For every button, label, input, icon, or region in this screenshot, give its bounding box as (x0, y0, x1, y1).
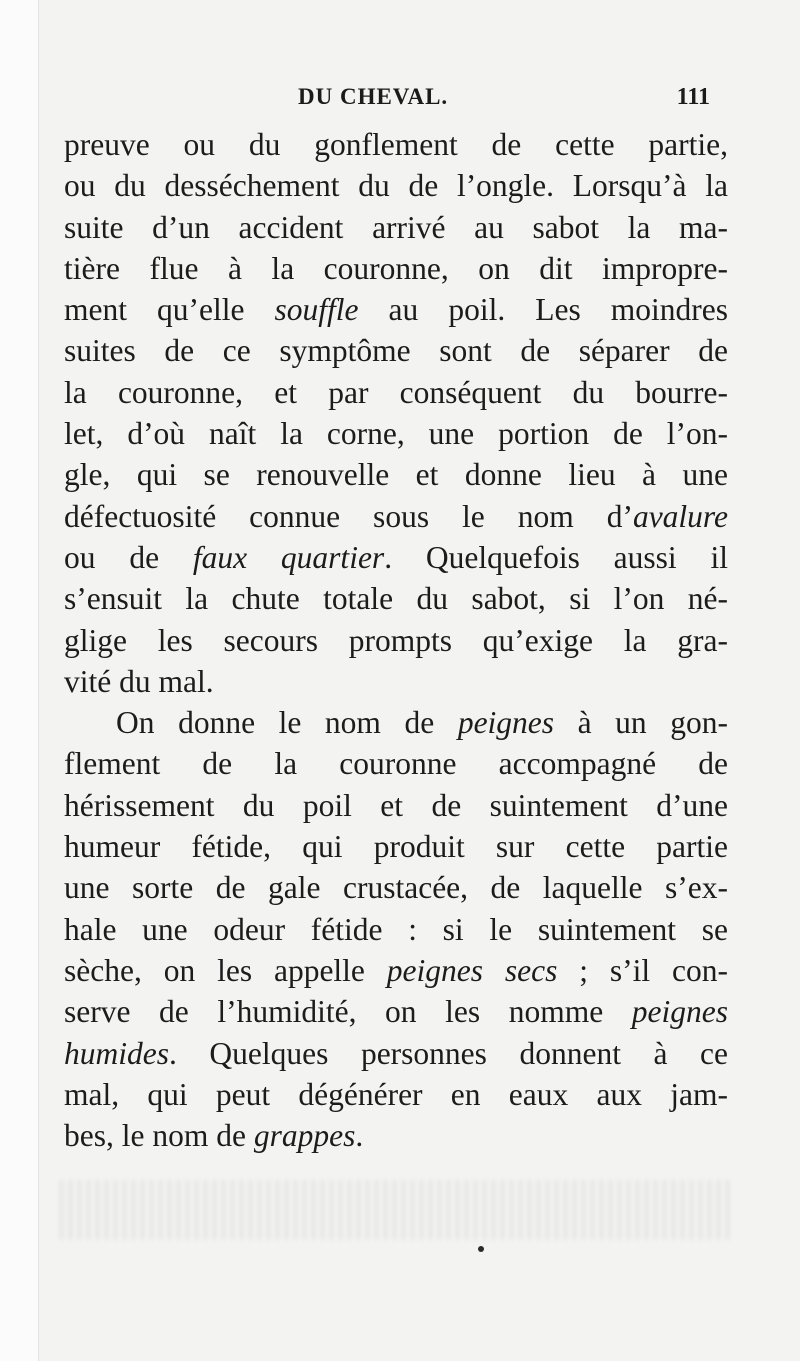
text-segment: vité du mal. (64, 663, 214, 699)
text-segment: s’ensuit la chute totale du sabot, si l’on né- (64, 581, 728, 617)
text-line (64, 124, 728, 165)
text-line (64, 330, 728, 371)
text-segment: ment qu’elle (64, 292, 275, 328)
text-segment: hérissement du poil et de suintement d’une (64, 787, 728, 823)
text-segment: au poil. Les moindres (358, 292, 728, 328)
text-line (64, 661, 728, 702)
text-line (64, 620, 728, 661)
italic-term: peignes (631, 994, 728, 1030)
italic-term: peignes (457, 705, 555, 741)
text-segment: une sorte de gale crustacée, de laquelle s’ex- (64, 870, 728, 906)
text-line (64, 867, 728, 908)
text-segment: serve de l’humidité, on les nomme (64, 994, 632, 1030)
text-segment: tière flue à la couronne, on dit impropre- (64, 250, 728, 286)
text-segment: sèche, on les appelle (64, 952, 387, 988)
text-segment: glige les secours prompts qu’exige la gra- (64, 622, 728, 658)
text-line (64, 1074, 728, 1115)
text-segment: gle, qui se renouvelle et donne lieu à une (64, 457, 728, 493)
text-line (64, 372, 728, 413)
text-line (64, 1033, 728, 1074)
italic-term: grappes (253, 1118, 356, 1154)
text-line (64, 454, 728, 495)
italic-term: humides (64, 1035, 169, 1071)
text-line (64, 289, 728, 330)
text-line (64, 248, 728, 289)
text-line (64, 496, 728, 537)
text-segment: . (355, 1118, 364, 1154)
text-line (64, 165, 728, 206)
text-line (64, 207, 728, 248)
italic-term: avalure (632, 498, 728, 534)
text-line (64, 950, 728, 991)
text-segment: suite d’un accident arrivé au sabot la ma- (64, 209, 728, 245)
text-segment: la couronne, et par conséquent du bourre- (64, 374, 728, 410)
text-line (64, 413, 728, 454)
text-segment: On donne le nom de (116, 705, 458, 741)
text-segment: . Quelquefois aussi il (384, 539, 728, 575)
text-segment: ou de (64, 539, 193, 575)
text-segment: preuve ou du gonflement de cette partie, (64, 127, 728, 162)
italic-term: souffle (274, 292, 359, 328)
italic-term: peignes secs (386, 952, 558, 988)
running-head (60, 84, 710, 120)
text-segment: let, d’où naît la corne, une portion de l’on- (64, 416, 728, 452)
text-segment: défectuosité connue sous le nom d’ (64, 498, 633, 534)
text-segment: flement de la couronne accompagné de (64, 746, 728, 782)
body-text (64, 124, 728, 1156)
ink-dot (478, 1246, 484, 1252)
text-line (64, 537, 728, 578)
running-head-title: DU CHEVAL. (298, 84, 449, 109)
text-line (64, 702, 728, 743)
text-segment: mal, qui peut dégénérer en eaux aux jam- (64, 1076, 728, 1112)
text-line (64, 909, 728, 950)
text-line (64, 578, 728, 619)
text-segment: humeur fétide, qui produit sur cette partie (64, 829, 728, 865)
text-segment: bes, le nom de (64, 1118, 254, 1154)
text-line (64, 826, 728, 867)
page-number: 111 (676, 84, 710, 110)
italic-term: faux quartier (192, 539, 385, 575)
text-segment: ou du desséchement du de l’ongle. Lorsqu’à la (64, 168, 728, 204)
page-gutter (0, 0, 39, 1361)
text-segment: hale une odeur fétide : si le suintement se (64, 911, 728, 947)
text-line (64, 785, 728, 826)
text-line (64, 743, 728, 784)
text-segment: suites de ce symptôme sont de séparer de (64, 333, 728, 369)
text-segment: à un gon- (554, 705, 728, 741)
text-line (64, 991, 728, 1032)
paragraph (64, 702, 728, 1156)
show-through-bleed (60, 1180, 730, 1240)
text-line (64, 1115, 728, 1156)
text-segment: . Quelques personnes donnent à ce (169, 1035, 728, 1071)
paragraph (64, 124, 728, 702)
text-segment: ; s’il con- (557, 952, 729, 988)
